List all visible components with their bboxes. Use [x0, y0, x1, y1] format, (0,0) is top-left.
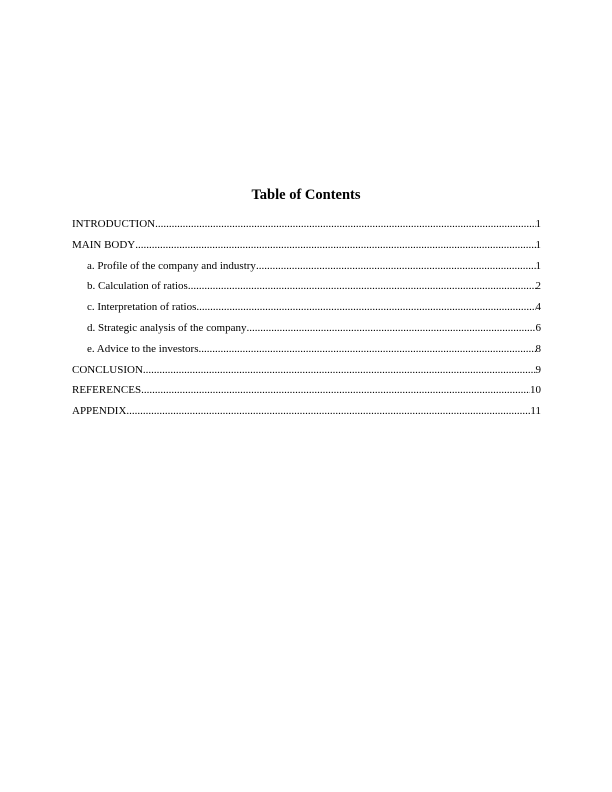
toc-entry-references[interactable]: [72, 383, 541, 404]
toc-entry-label: MAIN BODY: [72, 238, 136, 251]
toc-entry-appendix[interactable]: [72, 404, 541, 425]
toc-entry-label: CONCLUSION: [72, 363, 143, 376]
toc-entry-label: INTRODUCTION: [72, 218, 156, 230]
toc-entry-page: 9: [535, 363, 541, 376]
toc-entry-label: a. Profile of the company and industry: [87, 259, 256, 272]
toc-entry-page: 2: [535, 280, 541, 293]
toc-dot-leader: [196, 300, 535, 314]
toc-entry-page: 1: [535, 238, 541, 251]
toc-entry-label: b. Calculation of ratios: [87, 280, 188, 293]
toc-entry-label: c. Interpretation of ratios: [87, 301, 197, 314]
toc-entry-ratio-calculation[interactable]: [72, 279, 541, 300]
toc-dot-leader: [246, 321, 535, 335]
toc-title: Table of Contents: [251, 187, 361, 203]
toc-entry-page: 1: [535, 218, 541, 230]
toc-entry-page: 4: [535, 301, 541, 314]
toc-entry-page: 10: [530, 384, 541, 397]
toc-entry-strategic-analysis[interactable]: [72, 321, 541, 342]
toc-dot-leader: [188, 279, 536, 293]
toc-dot-leader: [126, 404, 530, 418]
toc-entry-introduction[interactable]: [72, 217, 541, 238]
toc-list: [72, 217, 541, 425]
toc-dot-leader: [135, 238, 535, 252]
toc-entry-ratio-interpretation[interactable]: [72, 300, 541, 321]
toc-dot-leader: [199, 342, 536, 356]
toc-entry-label: REFERENCES: [72, 384, 142, 397]
toc-dot-leader: [256, 259, 536, 273]
toc-dot-leader: [141, 383, 530, 397]
toc-entry-page: 11: [530, 405, 541, 418]
toc-dot-leader: [143, 363, 536, 377]
toc-entry-main-body[interactable]: [72, 238, 541, 259]
toc-entry-label: e. Advice to the investors: [87, 342, 199, 355]
toc-entry-page: 8: [535, 342, 541, 355]
toc-entry-investor-advice[interactable]: [72, 342, 541, 363]
toc-dot-leader: [155, 217, 535, 231]
toc-entry-conclusion[interactable]: [72, 363, 541, 384]
toc-entry-label: APPENDIX: [72, 405, 127, 418]
toc-entry-company-profile[interactable]: [72, 259, 541, 280]
toc-entry-label: d. Strategic analysis of the company: [87, 321, 247, 334]
toc-entry-page: 1: [535, 259, 541, 272]
toc-entry-page: 6: [535, 321, 541, 334]
